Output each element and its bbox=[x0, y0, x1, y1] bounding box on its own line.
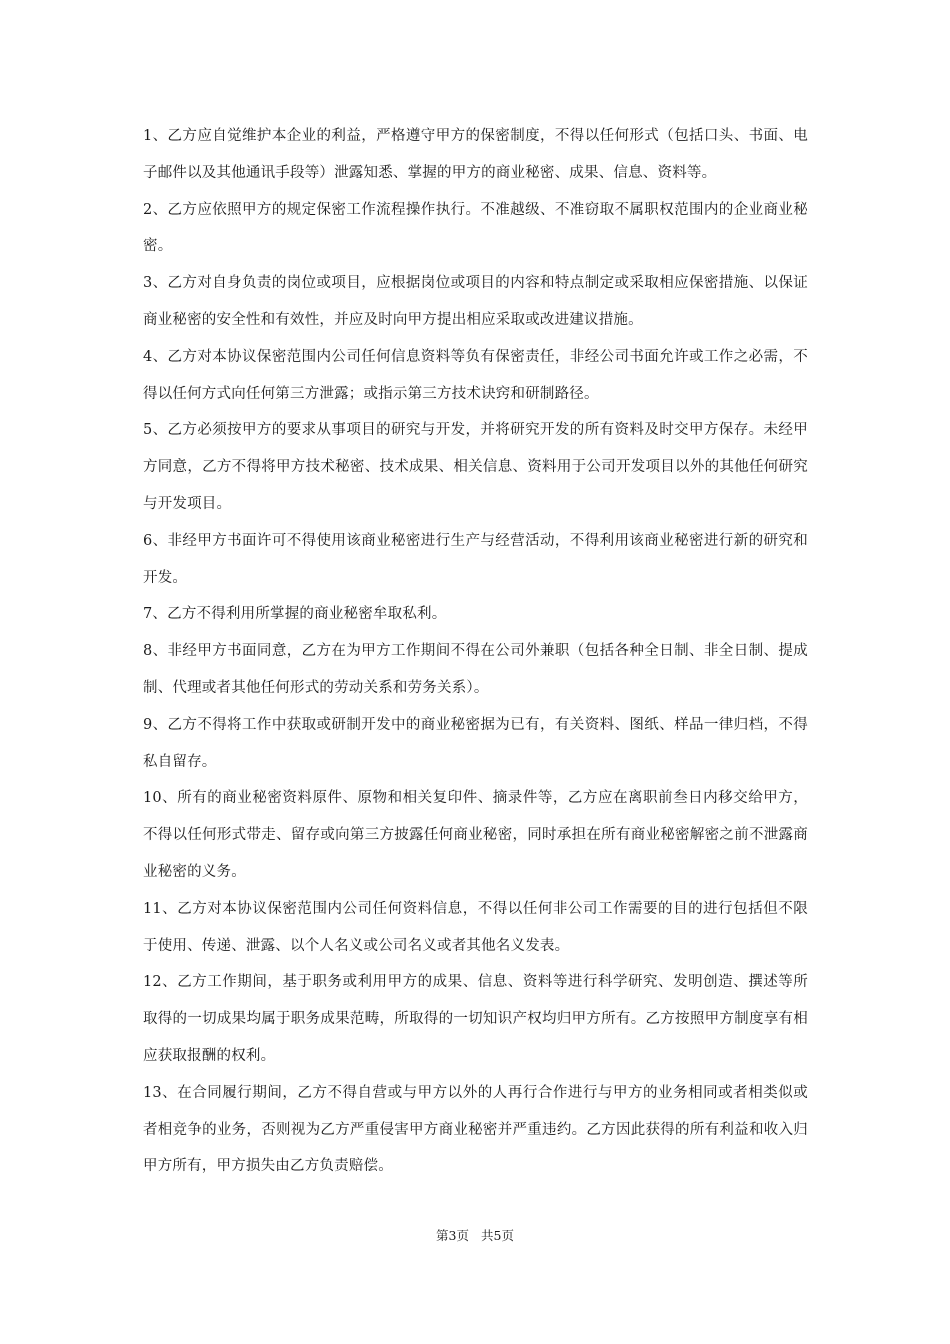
clause-9: 9、乙方不得将工作中获取或研制开发中的商业秘密据为已有，有关资料、图纸、样品一律归档，不得私自留存。 bbox=[143, 716, 808, 770]
page-footer bbox=[0, 1226, 950, 1244]
page-total: 共5页 bbox=[481, 1228, 514, 1243]
clause-4: 4、乙方对本协议保密范围内公司任何信息资料等负有保密责任，非经公司书面允许或工作之必需，不得以任何方式向任何第三方泄露；或指示第三方技术诀窍和研制路径。 bbox=[143, 348, 808, 402]
clause-6: 6、非经甲方书面许可不得使用该商业秘密进行生产与经营活动，不得利用该商业秘密进行新的研究和开发。 bbox=[143, 532, 808, 586]
clause-8: 8、非经甲方书面同意，乙方在为甲方工作期间不得在公司外兼职（包括各种全日制、非全日制、提成制、代理或者其他任何形式的劳动关系和劳务关系）。 bbox=[143, 643, 808, 696]
clause-1: 1、乙方应自觉维护本企业的利益，严格遵守甲方的保密制度，不得以任何形式（包括口头、书面、电子邮件以及其他通讯手段等）泄露知悉、掌握的甲方的商业秘密、成果、信息、资料等。 bbox=[143, 128, 808, 181]
clause-2: 2、乙方应依照甲方的规定保密工作流程操作执行。不准越级、不准窃取不属职权范围内的企业商业秘密。 bbox=[143, 201, 808, 255]
clause-13: 13、在合同履行期间，乙方不得自营或与甲方以外的人再行合作进行与甲方的业务相同或者相类似或者相竞争的业务，否则视为乙方严重侵害甲方商业秘密并严重违约。乙方因此获得的所有利益和收入归甲方所有，甲方损失由乙方负责赔偿。 bbox=[143, 1084, 808, 1175]
clause-3: 3、乙方对自身负责的岗位或项目，应根据岗位或项目的内容和特点制定或采取相应保密措施、以保证商业秘密的安全性和有效性，并应及时向甲方提出相应采取或改进建议措施。 bbox=[143, 275, 808, 328]
page-number: 第3页 bbox=[436, 1228, 469, 1243]
clause-12: 12、乙方工作期间，基于职务或利用甲方的成果、信息、资料等进行科学研究、发明创造、撰述等所取得的一切成果均属于职务成果范畴，所取得的一切知识产权均归甲方所有。乙方按照甲方制度享有相应获取报酬的权利。 bbox=[143, 974, 808, 1064]
clause-5: 5、乙方必须按甲方的要求从事项目的研究与开发，并将研究开发的所有资料及时交甲方保存。未经甲方同意，乙方不得将甲方技术秘密、技术成果、相关信息、资料用于公司开发项目以外的其他任何研究与开发项目。 bbox=[143, 422, 808, 512]
clause-11: 11、乙方对本协议保密范围内公司任何资料信息，不得以任何非公司工作需要的目的进行包括但不限于使用、传递、泄露、以个人名义或公司名义或者其他名义发表。 bbox=[143, 900, 808, 954]
clause-7: 7、乙方不得利用所掌握的商业秘密牟取私利。 bbox=[143, 606, 447, 623]
clause-10: 10、所有的商业秘密资料原件、原物和相关复印件、摘录件等，乙方应在离职前叁日内移交给甲方，不得以任何形式带走、留存或向第三方披露任何商业秘密，同时承担在所有商业秘密解密之前不泄露商业秘密的义务。 bbox=[143, 790, 808, 880]
clause-list bbox=[143, 118, 808, 1185]
